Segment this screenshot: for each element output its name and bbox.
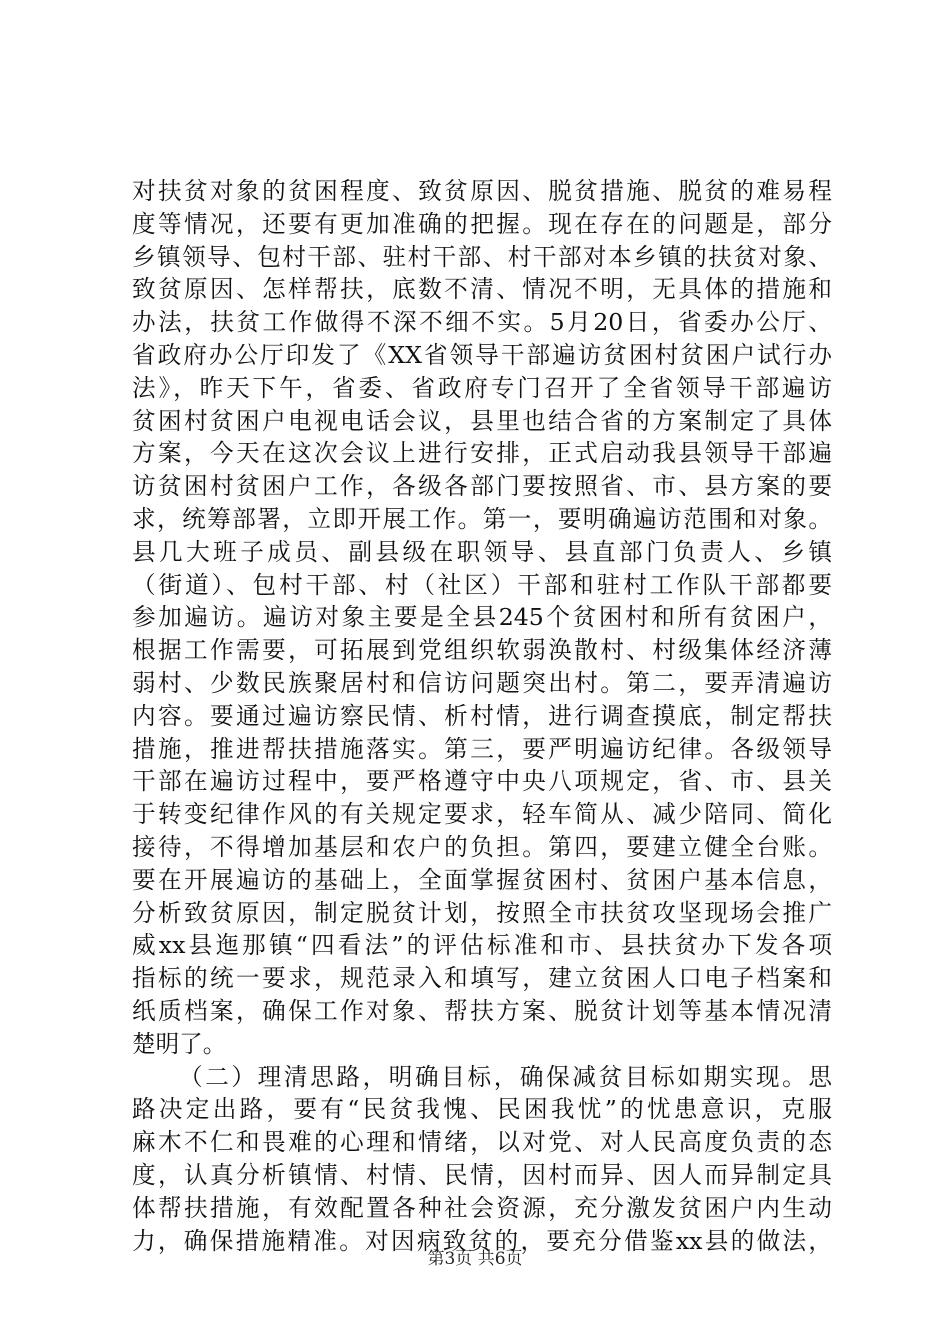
text-line: 省政府办公厅印发了《XX省领导干部遍访贫困村贫困户试行办 [132, 340, 832, 369]
text-line: 县几大班子成员、副县级在职领导、县直部门负责人、乡镇 [132, 537, 832, 566]
text-line: 对扶贫对象的贫困程度、致贫原因、脱贫措施、脱贫的难易程 [132, 177, 832, 205]
text-line: 参加遍访。遍访对象主要是全县245个贫困村和所有贫困户， [132, 603, 832, 632]
text-line: 力，确保措施精准。对因病致贫的，要充分借鉴xx县的做法， [132, 1226, 832, 1255]
text-line-section-heading: （二）理清思路，明确目标，确保减贫目标如期实现。思 [179, 1062, 832, 1091]
text-line: 求，统筹部署，立即开展工作。第一，要明确遍访范围和对象。 [132, 504, 832, 533]
text-line: 法》，昨天下午，省委、省政府专门召开了全省领导干部遍访 [132, 373, 832, 402]
text-line: 接待，不得增加基层和农户的负担。第四，要建立健全台账。 [132, 832, 832, 861]
document-body [132, 175, 832, 1257]
text-line: 路决定出路，要有“民贫我愧、民困我忧”的忧患意识，克服 [132, 1095, 832, 1124]
text-line: 措施，推进帮扶措施落实。第三，要严明遍访纪律。各级领导 [132, 734, 832, 763]
text-line: 乡镇领导、包村干部、驻村干部、村干部对本乡镇的扶贫对象、 [132, 242, 832, 271]
text-line: 办法，扶贫工作做得不深不细不实。5月20日，省委办公厅、 [132, 308, 832, 337]
text-line: 于转变纪律作风的有关规定要求，轻车简从、减少陪同、简化 [132, 800, 832, 829]
text-line: （街道）、包村干部、村（社区）干部和驻村工作队干部都要 [132, 570, 832, 599]
text-line: 内容。要通过遍访察民情、析村情，进行调查摸底，制定帮扶 [132, 701, 832, 730]
text-line: 贫困村贫困户电视电话会议，县里也结合省的方案制定了具体 [132, 406, 832, 435]
text-line: 分析致贫原因，制定脱贫计划，按照全市扶贫攻坚现场会推广 [132, 898, 832, 927]
text-line: 指标的统一要求，规范录入和填写，建立贫困人口电子档案和 [132, 964, 832, 993]
text-line: 度等情况，还要有更加准确的把握。现在存在的问题是，部分 [132, 209, 832, 238]
text-line: 根据工作需要，可拓展到党组织软弱涣散村、村级集体经济薄 [132, 636, 832, 665]
text-line: 方案，今天在这次会议上进行安排，正式启动我县领导干部遍 [132, 439, 832, 468]
text-line: 弱村、少数民族聚居村和信访问题突出村。第二，要弄清遍访 [132, 668, 832, 697]
text-line: 致贫原因、怎样帮扶，底数不清、情况不明，无具体的措施和 [132, 275, 832, 304]
text-line: 威xx县迤那镇“四看法”的评估标准和市、县扶贫办下发各项 [132, 931, 832, 960]
text-line: 纸质档案，确保工作对象、帮扶方案、脱贫计划等基本情况清 [132, 996, 832, 1025]
page-number-footer: 第3页 共6页 [427, 1249, 523, 1269]
text-line: 访贫困村贫困户工作，各级各部门要按照省、市、县方案的要 [132, 472, 832, 501]
text-line: 要在开展遍访的基础上，全面掌握贫困村、贫困户基本信息， [132, 865, 832, 894]
text-line: 楚明了。 [132, 1029, 227, 1058]
text-line: 麻木不仁和畏难的心理和情绪，以对党、对人民高度负责的态 [132, 1128, 832, 1157]
text-line: 度，认真分析镇情、村情、民情，因村而异、因人而异制定具 [132, 1160, 832, 1189]
text-line: 体帮扶措施，有效配置各种社会资源，充分激发贫困户内生动 [132, 1193, 832, 1222]
text-line: 干部在遍访过程中，要严格遵守中央八项规定，省、市、县关 [132, 767, 832, 796]
